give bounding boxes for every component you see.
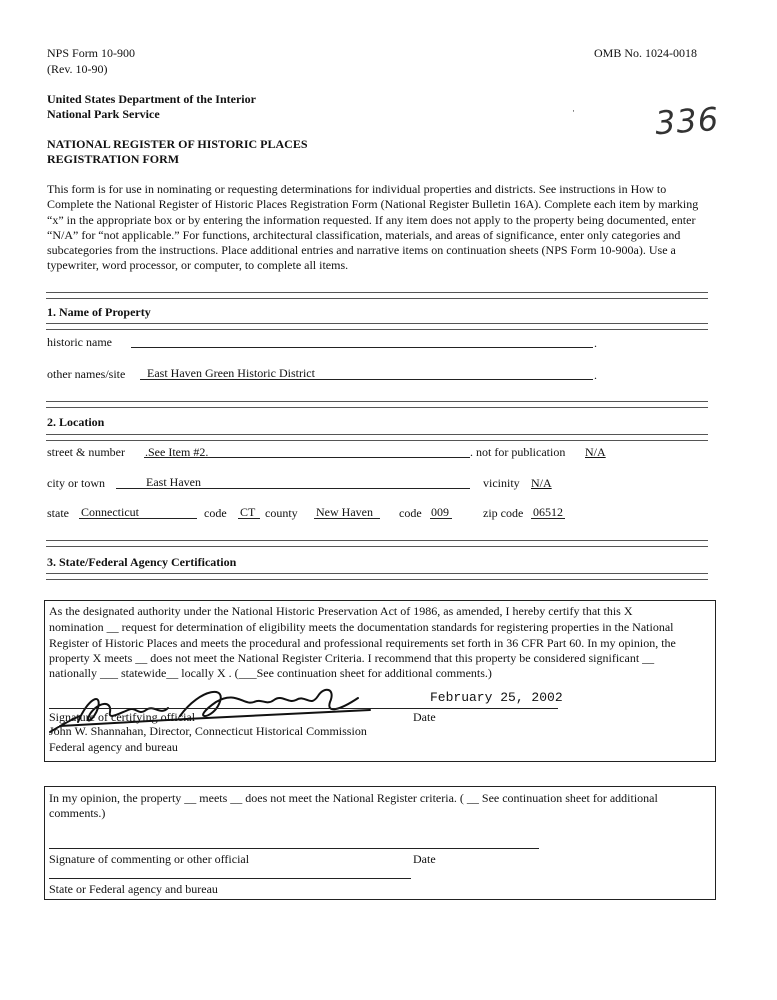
not-for-publication-label: . not for publication — [470, 445, 566, 459]
commenting-signature-label: Signature of commenting or other official — [49, 852, 250, 866]
vicinity-value: N/A — [531, 476, 552, 490]
section-divider — [46, 573, 708, 580]
street-value: .See Item #2. — [145, 445, 209, 459]
handwritten-number: 336 — [653, 99, 721, 143]
department-name: United States Department of the Interior — [47, 92, 256, 106]
zip-label: zip code — [483, 506, 524, 520]
speck-mark: · — [572, 106, 575, 116]
field-end-dot: . — [594, 368, 597, 382]
section3-heading: 3. State/Federal Agency Certification — [47, 555, 237, 569]
agency-label: Federal agency and bureau — [49, 740, 178, 754]
service-name: National Park Service — [47, 107, 160, 121]
section1-heading: 1. Name of Property — [47, 305, 151, 319]
form-number: NPS Form 10-900 — [47, 46, 136, 60]
county-code-label: code — [399, 506, 422, 520]
zip-value: 06512 — [533, 505, 563, 519]
county-code-value: 009 — [431, 505, 449, 519]
other-names-label: other names/site — [47, 367, 126, 381]
official-name: John W. Shannahan, Director, Connecticut Historical Commission — [49, 724, 367, 738]
other-names-value: East Haven Green Historic District — [147, 366, 315, 380]
county-value: New Haven — [316, 505, 373, 519]
state-federal-agency-label: State or Federal agency and bureau — [49, 882, 218, 896]
certification-line1: As the designated authority under the National Historic Preservation Act of 1986, as amended, I hereby certify that this X — [49, 604, 633, 618]
form-revision: (Rev. 10-90) — [47, 62, 108, 76]
opinion-line2: comments.) — [49, 806, 106, 820]
section-divider — [46, 540, 708, 547]
section-divider — [46, 401, 708, 408]
vicinity-label: vicinity — [483, 476, 520, 490]
certification-line2: nomination __ request for determination of eligibility meets the documentation standards for registering properties in the National — [49, 620, 674, 634]
agency-line[interactable] — [49, 878, 411, 879]
form-title-line1: NATIONAL REGISTER OF HISTORIC PLACES — [47, 137, 308, 151]
commenting-signature-line[interactable] — [49, 848, 539, 849]
state-code-label: code — [204, 506, 227, 520]
historic-name-field[interactable] — [131, 347, 593, 348]
signature-line[interactable] — [49, 708, 558, 709]
section-divider — [46, 292, 708, 299]
certification-line4: property X meets __ does not meet the National Register Criteria. I recommend that this property be considered significant __ — [49, 651, 655, 665]
city-label: city or town — [47, 476, 105, 490]
historic-name-label: historic name — [47, 335, 112, 349]
state-value: Connecticut — [81, 505, 139, 519]
county-label: county — [265, 506, 298, 520]
street-label: street & number — [47, 445, 125, 459]
section-divider — [46, 434, 708, 441]
intro-instructions: This form is for use in nominating or requesting determinations for individual properties and districts. See instructions in How to Complete the National Register of Historic Places Registration Form (National Register Bulletin 16A). Complete each item by marking “x” in the appropriate box or by entering the information requested. If any item does not apply to the property being documented, enter “N/A” for “not applicable.” For functions, architectural classification, materials, and areas of significance, enter only categories and subcategories from the instructions. Place additional entries and narrative items on continuation sheets (NPS Form 10-900a). Use a typewriter, word processor, or computer, to complete all items. — [47, 182, 699, 273]
city-value: East Haven — [146, 475, 201, 489]
field-end-dot: . — [594, 336, 597, 350]
form-title-line2: REGISTRATION FORM — [47, 152, 180, 166]
not-for-publication-value: N/A — [585, 445, 606, 459]
commenting-date-label: Date — [413, 852, 436, 866]
section-divider — [46, 323, 708, 330]
omb-number: OMB No. 1024-0018 — [594, 46, 698, 60]
certification-line3: Register of Historic Places and meets the procedural and professional requirements set forth in 36 CFR Part 60. In my opinion, the — [49, 636, 676, 650]
certification-line5: nationally ___ statewide__ locally X . (___See continuation sheet for additional comments.) — [49, 666, 492, 680]
section2-heading: 2. Location — [47, 415, 105, 429]
state-label: state — [47, 506, 69, 520]
certification-date-value: February 25, 2002 — [430, 690, 563, 705]
opinion-line1: In my opinion, the property __ meets __ does not meet the National Register criteria. ( __ See continuation sheet for additional — [49, 791, 658, 805]
date-label: Date — [413, 710, 436, 724]
signature-label: Signature of certifying official — [49, 710, 196, 724]
state-code-value: CT — [240, 505, 256, 519]
